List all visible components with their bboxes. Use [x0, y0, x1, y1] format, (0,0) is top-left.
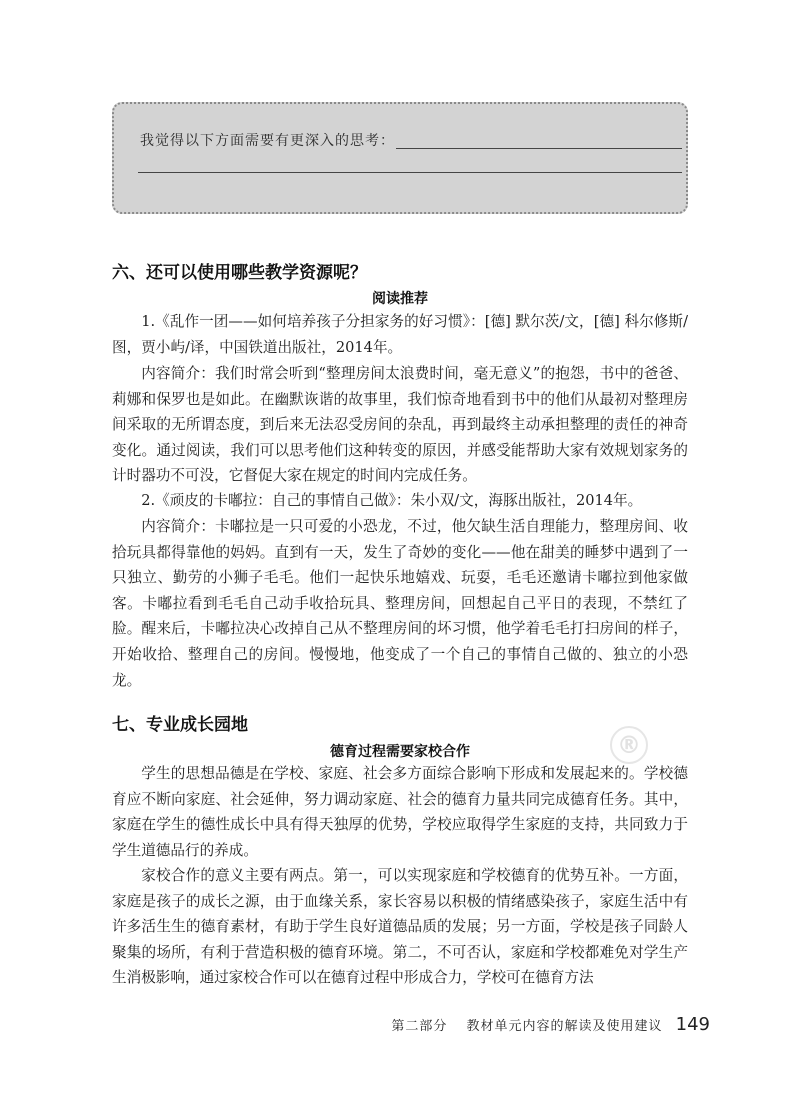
footer-part-label: 第二部分 [391, 1019, 448, 1034]
footer-chapter-title: 教材单元内容的解读及使用建议 [466, 1019, 663, 1034]
answer-line [396, 148, 682, 149]
subheading-home-school-cooperation: 德育过程需要家校合作 [330, 744, 470, 760]
reflection-prompt: 我觉得以下方面需要有更深入的思考： [140, 133, 395, 149]
book-entry-1: 1.《乱作一团——如何培养孩子分担家务的好习惯》：[德] 默尔茨/文，[德] 科尔修斯/图，贾小屿/译，中国铁道出版社，2014年。 [112, 313, 688, 356]
answer-line [138, 172, 682, 173]
section-heading-professional-growth: 七、专业成长园地 [112, 715, 248, 735]
book-summary-1: 内容简介：我们时常会听到“整理房间太浪费时间，毫无意义”的抱怨，书中的爸爸、莉娜和保罗也是如此。在幽默诙谐的故事里，我们惊奇地看到书中的他们从最初对整理房间采取的无所谓态度，到后来无法忍受房间的杂乱，再到最终主动承担整理的责任的神奇变化。通过阅读，我们可以思考他们这种转变的原因，并感受能帮助大家有效规划家务的计时器功不可没，它督促大家在规定的时间内完成任务。 [112, 365, 688, 485]
reflection-box [112, 102, 688, 214]
subheading-reading-recommendations: 阅读推荐 [372, 291, 428, 307]
body-paragraph-2: 家校合作的意义主要有两点。第一，可以实现家庭和学校德育的优势互补。一方面，家庭是孩子的成长之源，由于血缘关系，家长容易以积极的情绪感染孩子，家庭生活中有许多活生生的德育素材，有助于学生良好道德品质的发展；另一方面，学校是孩子同龄人聚集的场所，有利于营造积极的德育环境。第二，不可否认，家庭和学校都难免对学生产生消极影响，通过家校合作可以在德育过程中形成合力，学校可在德育方法 [112, 867, 688, 987]
registered-watermark: ® [610, 726, 648, 764]
book-summary-2: 内容简介：卡嘟拉是一只可爱的小恐龙，不过，他欠缺生活自理能力，整理房间、收拾玩具都得靠他的妈妈。直到有一天，发生了奇妙的变化——他在甜美的睡梦中遇到了一只独立、勤劳的小狮子毛毛。他们一起快乐地嬉戏、玩耍，毛毛还邀请卡嘟拉到他家做客。卡嘟拉看到毛毛自己动手收拾玩具、整理房间，回想起自己平日的表现，不禁红了脸。醒来后，卡嘟拉决心改掉自己从不整理房间的坏习惯，他学着毛毛打扫房间的样子，开始收拾、整理自己的房间。慢慢地，他变成了一个自己的事情自己做的、独立的小恐龙。 [112, 518, 688, 689]
body-paragraph-1: 学生的思想品德是在学校、家庭、社会多方面综合影响下形成和发展起来的。学校德育应不断向家庭、社会延伸，努力调动家庭、社会的德育力量共同完成德育任务。其中，家庭在学生的德性成长中具有得天独厚的优势，学校应取得学生家庭的支持，共同致力于学生道德品行的养成。 [112, 765, 688, 859]
book-entry-2: 2.《顽皮的卡嘟拉：自己的事情自己做》：朱小双/文，海豚出版社，2014年。 [141, 492, 643, 509]
page-footer [391, 1014, 710, 1035]
section-heading-resources: 六、还可以使用哪些教学资源呢？ [112, 263, 367, 283]
page-number: 149 [675, 1014, 710, 1035]
